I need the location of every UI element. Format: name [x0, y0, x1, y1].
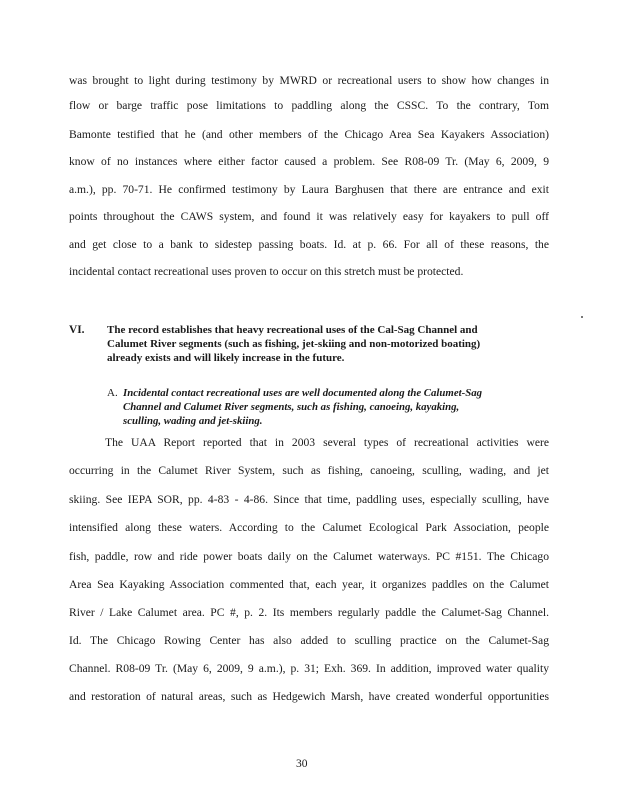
body-line: intensified along these waters. According to the Calumet Ecological Park Association, people	[69, 521, 549, 534]
body-line: a.m.), pp. 70-71. He confirmed testimony by Laura Barghusen that there are entrance and exit	[69, 183, 549, 196]
body-line: was brought to light during testimony by MWRD or recreational users to show how changes in	[69, 74, 549, 87]
body-line: and get close to a bank to sidestep passing boats. Id. at p. 66. For all of these reasons, the	[69, 238, 549, 251]
body-line: know of no instances where either factor caused a problem. See R08-09 Tr. (May 6, 2009, 9	[69, 155, 549, 168]
body-line: incidental contact recreational uses proven to occur on this stretch must be protected.	[69, 265, 464, 278]
body-line: River / Lake Calumet area. PC #, p. 2. Its members regularly paddle the Calumet-Sag Channel.	[69, 606, 549, 619]
body-line: Id. The Chicago Rowing Center has also added to sculling practice on the Calumet-Sag	[69, 634, 549, 647]
subsection-heading-line: sculling, wading and jet-skiing.	[123, 415, 263, 427]
page-number: 30	[296, 758, 308, 770]
subsection-letter: A.	[107, 387, 118, 399]
body-line: skiing. See IEPA SOR, pp. 4-83 - 4-86. Since that time, paddling uses, especially sculling, have	[69, 493, 549, 506]
body-line: Bamonte testified that he (and other members of the Chicago Area Sea Kayakers Association)	[69, 128, 549, 141]
section-heading-line: already exists and will likely increase in the future.	[107, 352, 345, 364]
body-line: The UAA Report reported that in 2003 several types of recreational activities were	[105, 436, 549, 449]
section-heading-line: The record establishes that heavy recreational uses of the Cal-Sag Channel and	[107, 324, 478, 336]
body-line: flow or barge traffic pose limitations to paddling along the CSSC. To the contrary, Tom	[69, 99, 549, 112]
body-line: fish, paddle, row and ride power boats daily on the Calumet waterways. PC #151. The Chicago	[69, 550, 549, 563]
section-heading-line: Calumet River segments (such as fishing, jet-skiing and non-motorized boating)	[107, 338, 481, 350]
body-line: Channel. R08-09 Tr. (May 6, 2009, 9 a.m.), p. 31; Exh. 369. In addition, improved water quality	[69, 662, 549, 675]
subsection-heading-line: Incidental contact recreational uses are well documented along the Calumet-Sag	[123, 387, 483, 399]
body-line: and restoration of natural areas, such as Hedgewich Marsh, have created wonderful opportunities	[69, 690, 549, 703]
body-line: points throughout the CAWS system, and found it was relatively easy for kayakers to pull off	[69, 210, 549, 223]
subsection-heading-line: Channel and Calumet River segments, such as fishing, canoeing, kayaking,	[123, 401, 460, 413]
body-line: occurring in the Calumet River System, such as fishing, canoeing, sculling, wading, and jet	[69, 464, 549, 477]
section-number: VI.	[69, 324, 85, 336]
scan-speck	[581, 316, 583, 318]
body-line: Area Sea Kayaking Association commented that, each year, it organizes paddles on the Calumet	[69, 578, 549, 591]
